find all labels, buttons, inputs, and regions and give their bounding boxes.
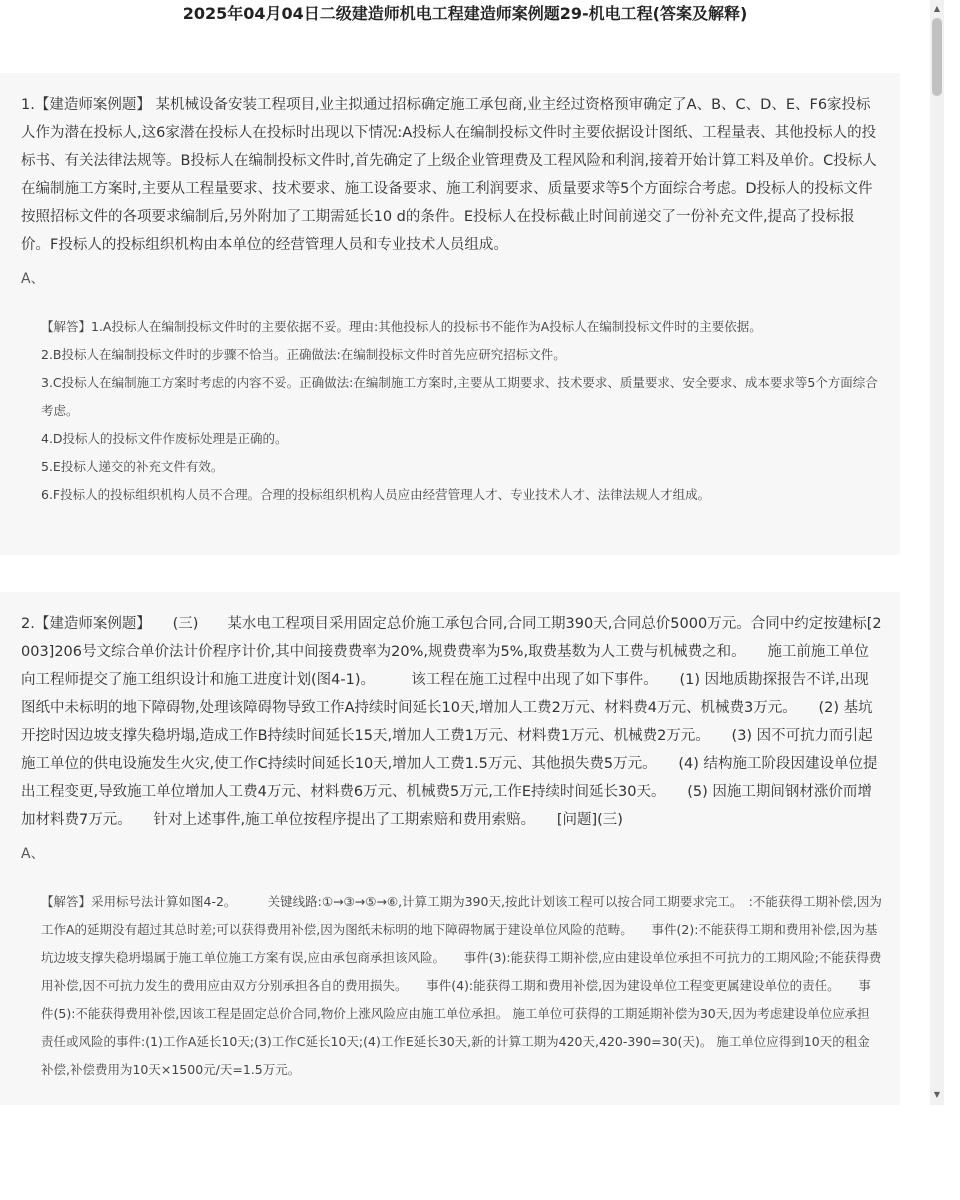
question-number: 2. <box>21 616 35 632</box>
scroll-down-arrow-icon[interactable]: ▼ <box>933 1090 941 1099</box>
question-card <box>0 592 900 1105</box>
vertical-scrollbar[interactable] <box>930 0 944 1105</box>
answer-explanation <box>41 888 882 1084</box>
scroll-up-arrow-icon[interactable]: ▲ <box>933 4 941 13</box>
answer-line: 4.D投标人的投标文件作废标处理是正确的。 <box>41 431 288 446</box>
question-text <box>21 91 882 259</box>
answer-line: 2.B投标人在编制投标文件时的步骤不恰当。正确做法:在编制投标文件时首先应研究招标文件。 <box>41 347 566 362</box>
answer-line: 【解答】采用标号法计算如图4-2。 关键线路:①→③→⑤→⑥,计算工期为390天,按此计划该工程可以按合同工期要求完工。 :不能获得工期补偿,因为工作A的延期没有超过其总时差;可以获得费用补偿,因为图纸未标明的地下障碍物属于建设单位风险的范畴。 事件(2):不能获得工期和费用补偿,因为基坑边坡支撑失稳坍塌属于施工单位施工方案有误,应由承包商承担该风险。 事件(3):能获得工期补偿,应由建设单位承担不可抗力的工期风险;不能获得费用补偿,因不可抗力发生的费用应由双方分别承担各自的费用损失。 事件(4):能获得工期和费用补偿,因为建设单位工程变更属建设单位的责任。 事件(5):不能获得费用补偿,因该工程是固定总价合同,物价上涨风险应由施工单位承担。 施工单位可获得的工期延期补偿为30天,因为考虑建设单位应承担责任或风险的事件:(1)工作A延长10天;(3)工作C延长10天;(4)工作E延长30天,新的计算工期为420天,420-390=30(天)。 施工单位应得到10天的租金补偿,补偿费用为10天×1500元/天=1.5万元。 <box>41 894 882 1077</box>
question-number: 1. <box>21 97 35 113</box>
answer-line: 5.E投标人递交的补充文件有效。 <box>41 459 224 474</box>
page-title: 2025年04月04日二级建造师机电工程建造师案例题29-机电工程(答案及解释) <box>182 4 748 23</box>
question-text <box>21 610 882 834</box>
answer-option: A、 <box>21 846 45 862</box>
question-body: 【建造师案例题】 某机械设备安装工程项目,业主拟通过招标确定施工承包商,业主经过资格预审确定了A、B、C、D、E、F6家投标人作为潜在投标人,这6家潜在投标人在投标时出现以下情况:A投标人在编制投标文件时主要依据设计图纸、工程量表、其他投标人的投标书、有关法律法规等。B投标人在编制投标文件时,首先确定了上级企业管理费及工程风险和利润,接着开始计算工料及单价。C投标人在编制施工方案时,主要从工程量要求、技术要求、施工设备要求、施工利润要求、质量要求等5个方面综合考虑。D投标人的投标文件按照招标文件的各项要求编制后,另外附加了工期需延长10 d的条件。E投标人在投标截止时间前递交了一份补充文件,提高了投标报价。F投标人的投标组织机构由本单位的经营管理人员和专业技术人员组成。 <box>21 97 877 253</box>
answer-explanation <box>41 313 882 509</box>
question-body: 【建造师案例题】 (三) 某水电工程项目采用固定总价施工承包合同,合同工期390天,合同总价5000万元。合同中约定按建标[2003]206号文综合单价法计价程序计价,其中间接费费率为20%,规费费率为5%,取费基数为人工费与机械费之和。 施工前施工单位向工程师提交了施工组织设计和施工进度计划(图4-1)。 该工程在施工过程中出现了如下事件。 (1) 因地质勘探报告不详,出现图纸中未标明的地下障碍物,处理该障碍物导致工作A持续时间延长10天,增加人工费2万元、材料费4万元、机械费3万元。 (2) 基坑开挖时因边坡支撑失稳坍塌,造成工作B持续时间延长15天,增加人工费1万元、材料费1万元、机械费2万元。 (3) 因不可抗力而引起施工单位的供电设施发生火灾,使工作C持续时间延长10天,增加人工费1.5万元、其他损失费5万元。 (4) 结构施工阶段因建设单位提出工程变更,导致施工单位增加人工费4万元、材料费6万元、机械费5万元,工作E持续时间延长30天。 (5) 因施工期间钢材涨价而增加材料费7万元。 针对上述事件,施工单位按程序提出了工期索赔和费用索赔。 [问题](三) <box>21 616 882 828</box>
answer-line: 3.C投标人在编制施工方案时考虑的内容不妥。正确做法:在编制施工方案时,主要从工期要求、技术要求、质量要求、安全要求、成本要求等5个方面综合考虑。 <box>41 375 878 418</box>
question-card <box>0 73 900 555</box>
answer-line: 【解答】1.A投标人在编制投标文件时的主要依据不妥。理由:其他投标人的投标书不能作为A投标人在编制投标文件时的主要依据。 <box>41 319 762 334</box>
answer-line: 6.F投标人的投标组织机构人员不合理。合理的投标组织机构人员应由经营管理人才、专业技术人才、法律法规人才组成。 <box>41 487 711 502</box>
answer-option: A、 <box>21 271 45 287</box>
scrollbar-thumb[interactable] <box>932 18 942 96</box>
